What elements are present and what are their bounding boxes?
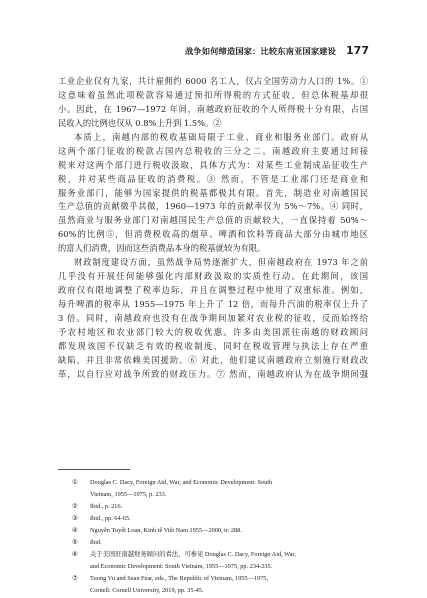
body-line: 服务业部门，能够为国家提供的税基都极其有限。首先，制造业对南越国民: [58, 187, 368, 198]
body-line: 政府仅有限地调整了税率边际，并且在调整过程中使用了双重标准。例如，: [58, 285, 368, 296]
body-line: 都发现该国不仅缺乏有效的税收制度，同时在税收管理与执法上存在严重: [58, 340, 368, 351]
footnote-line: [58, 549, 368, 561]
body-line: 60%的比例⑤，但消费税收高的烟草、啤酒和饮料等商品大部分由城市地区: [58, 229, 368, 240]
footnote-line: [58, 585, 368, 597]
body-line: 3 倍。同时，南越政府也没有在战争期间加紧对农业税的征收，反而始终给: [58, 312, 368, 323]
body-line: 缺陷，并且非常依赖美国援助。⑥ 对此，他们建议南越政府立刻施行财政改: [58, 354, 368, 365]
footnote-number: ④: [72, 527, 78, 534]
body-line: 的富人们消费，因而这些消费品本身的税基就较为有限。: [58, 243, 266, 254]
body-line: 几乎没有开展任何能够强化内部财政汲取的实质性行动。在此期间，该国: [58, 271, 368, 282]
footnote-line: [58, 513, 368, 525]
footnote-text: Cornell: Cornell University, 2019, pp. 35-45.: [90, 587, 204, 594]
footnote-line: [58, 525, 368, 537]
footnote-text: Tuong Vu and Sean Fear, eds., The Republic of Vietnam, 1955—1975,: [90, 575, 269, 582]
footnote-text: Vietnam, 1955—1975, p. 233.: [90, 491, 167, 498]
footnote-line: [58, 501, 368, 513]
footnote-text: 关于美国驻南越财务顾问的看法，可参见 Douglas C. Dacy, Foreign Aid, War,: [90, 551, 296, 558]
body-line: 每升啤酒的税率从 1955—1975 年上升了 12 倍，而每升汽油的税率仅上升了: [58, 299, 368, 309]
body-text: [58, 75, 368, 382]
footnote-text: Nguyễn Tuyết Loan, Kinh tế Việt Nam 1955—2000, tr. 288.: [90, 527, 242, 534]
body-line: 小。因此，在 1967—1972 年间，南越政府征收的个人所得税十分有限，占国: [58, 103, 368, 114]
footnote-text: Douglas C. Dacy, Foreign Aid, War, and Economic Development: South: [90, 479, 273, 486]
footnote-text: Ibid., p. 216.: [90, 503, 123, 510]
footnote-number: ③: [72, 515, 78, 522]
body-line: 予农村地区和农业部门较大的税收优惠。许多由美国派往南越的财政顾问: [58, 326, 368, 337]
body-line: 虽然商业与服务业部门对南越国民生产总值的贡献较大，一直保持着 50%～: [58, 215, 368, 226]
body-line: 生产总值的贡献微乎其微，1960—1973 年的贡献率仅为 5%～7%。④ 同时，: [58, 201, 368, 212]
body-line: 税，并对某些商品征收的消费税。③ 然而，不管是工业部门还是商业和: [58, 173, 368, 184]
footnote-number: ①: [72, 479, 78, 486]
footnote-line: [58, 573, 368, 585]
footnote-line: [58, 489, 368, 501]
footnote-text: Ibid., pp. 64-65.: [90, 515, 131, 522]
body-line: 民收入的比例也仅从 0.8%上升到 1.5%。②: [58, 117, 222, 128]
footnote-divider: [58, 469, 130, 470]
footnote-line: [58, 477, 368, 489]
running-header-title: 战争如何缔造国家：比较东南亚国家建设: [185, 46, 337, 56]
body-line: 税来对这两个部门进行税收汲取，具体方式为：对某些工业制成品征收生产: [58, 159, 368, 170]
body-line: 这意味着虽然此项税款容易通过预扣所得税的方式征收，但总体税基却很: [58, 89, 368, 100]
body-line: 革，以自行应对战争所致的财政压力。⑦ 然而，南越政府认为在战争期间强: [58, 368, 368, 379]
page-number: 177: [346, 44, 369, 57]
footnote-number: ⑦: [72, 575, 78, 582]
footnote-number: ⑥: [72, 551, 78, 558]
body-line: 财政制度建设方面，虽然战争局势逐渐扩大，但南越政府在 1973 年之前: [74, 257, 368, 268]
body-line: 工业企业仅有九家，共计雇佣约 6000 名工人，仅占全国劳动力人口的 1%。①: [58, 76, 368, 86]
footnote-line: [58, 537, 368, 549]
body-line: 这两个部门征收的税款占国内总税收的三分之二。南越政府主要通过间接: [58, 145, 368, 156]
footnote-number: ②: [72, 503, 78, 510]
footnote-text: Ibid.: [90, 539, 102, 546]
footnote-number: ⑤: [72, 539, 78, 546]
footnote-text: and Economic Development: South Vietnam, 1955—1975, pp. 234-235.: [90, 563, 273, 570]
running-header: [58, 44, 369, 58]
footnote-line: [58, 561, 368, 573]
body-line: 本质上，南越内部的税收基础局限于工业、商业和服务业部门。政府从: [74, 131, 368, 142]
footnotes: [58, 477, 368, 597]
